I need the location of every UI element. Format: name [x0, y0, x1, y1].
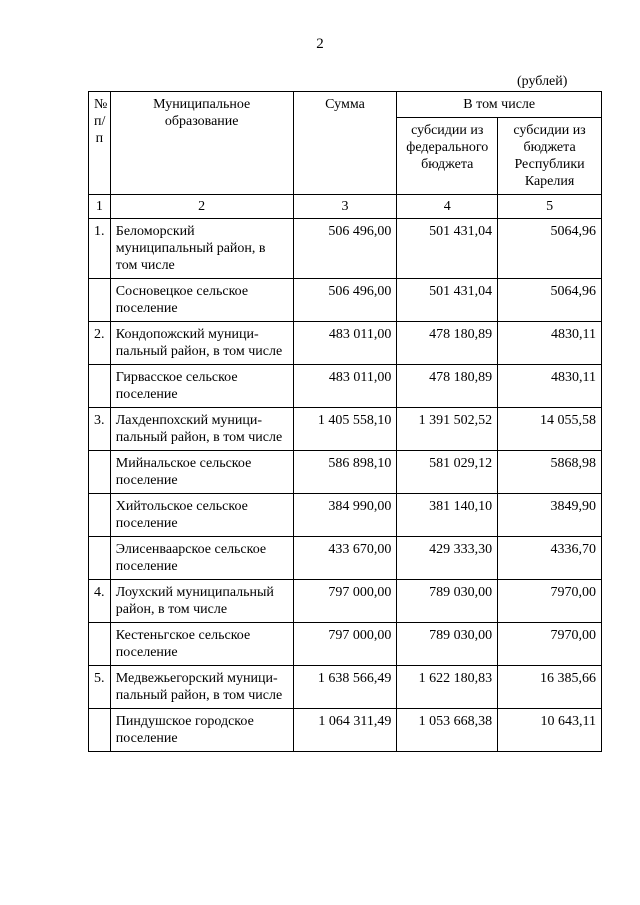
federal-value: 478 180,89	[397, 322, 498, 365]
sum-value: 506 496,00	[293, 279, 397, 322]
table-row	[89, 580, 602, 623]
municipality-name: Гирвасское сельское поселение	[110, 365, 293, 408]
sum-value: 797 000,00	[293, 623, 397, 666]
table-row	[89, 279, 602, 322]
federal-value: 1 622 180,83	[397, 666, 498, 709]
federal-value: 1 391 502,52	[397, 408, 498, 451]
municipality-name: Лахденпохский муници-пальный район, в том числе	[110, 408, 293, 451]
republic-value: 10 643,11	[498, 709, 602, 752]
municipality-name: Элисенваарское сельское поселение	[110, 537, 293, 580]
column-number: 5	[498, 195, 602, 219]
sum-value: 506 496,00	[293, 219, 397, 279]
row-number-empty	[89, 537, 111, 580]
republic-value: 5064,96	[498, 279, 602, 322]
column-number-row	[89, 195, 602, 219]
column-number: 1	[89, 195, 111, 219]
table-row	[89, 408, 602, 451]
column-number: 4	[397, 195, 498, 219]
federal-value: 1 053 668,38	[397, 709, 498, 752]
federal-value: 581 029,12	[397, 451, 498, 494]
row-number-empty	[89, 494, 111, 537]
republic-value: 7970,00	[498, 580, 602, 623]
row-number-empty	[89, 709, 111, 752]
row-number: 3.	[89, 408, 111, 451]
column-number: 2	[110, 195, 293, 219]
sum-value: 586 898,10	[293, 451, 397, 494]
row-number: 2.	[89, 322, 111, 365]
federal-value: 381 140,10	[397, 494, 498, 537]
row-number: 5.	[89, 666, 111, 709]
federal-value: 501 431,04	[397, 279, 498, 322]
table-row	[89, 623, 602, 666]
sum-value: 433 670,00	[293, 537, 397, 580]
table-row	[89, 451, 602, 494]
header-federal: субсидии из федерального бюджета	[397, 118, 498, 195]
republic-value: 7970,00	[498, 623, 602, 666]
table-row	[89, 219, 602, 279]
header-including: В том числе	[397, 92, 602, 118]
row-number-empty	[89, 279, 111, 322]
municipality-name: Лоухский муниципальный район, в том числе	[110, 580, 293, 623]
federal-value: 789 030,00	[397, 580, 498, 623]
municipality-name: Пиндушское городское поселение	[110, 709, 293, 752]
table-row	[89, 494, 602, 537]
republic-value: 3849,90	[498, 494, 602, 537]
table-row	[89, 709, 602, 752]
sum-value: 1 638 566,49	[293, 666, 397, 709]
sum-value: 483 011,00	[293, 365, 397, 408]
row-number-empty	[89, 365, 111, 408]
republic-value: 5868,98	[498, 451, 602, 494]
federal-value: 501 431,04	[397, 219, 498, 279]
republic-value: 4830,11	[498, 365, 602, 408]
header-republic: субсидии из бюджета Республики Карелия	[498, 118, 602, 195]
row-number-empty	[89, 451, 111, 494]
municipality-name: Кестеньгское сельское поселение	[110, 623, 293, 666]
subsidy-table	[88, 91, 602, 752]
sum-value: 384 990,00	[293, 494, 397, 537]
municipality-name: Медвежьегорский муници-пальный район, в том числе	[110, 666, 293, 709]
sum-value: 797 000,00	[293, 580, 397, 623]
table-row	[89, 322, 602, 365]
republic-value: 4830,11	[498, 322, 602, 365]
republic-value: 14 055,58	[498, 408, 602, 451]
header-sum: Сумма	[293, 92, 397, 195]
header-row	[89, 92, 602, 118]
header-municipality: Муниципальное образование	[110, 92, 293, 195]
municipality-name: Хийтольское сельское поселение	[110, 494, 293, 537]
units-label: (рублей)	[517, 74, 568, 89]
table-row	[89, 537, 602, 580]
row-number: 4.	[89, 580, 111, 623]
column-number: 3	[293, 195, 397, 219]
municipality-name: Беломорский муниципальный район, в том числе	[110, 219, 293, 279]
federal-value: 789 030,00	[397, 623, 498, 666]
header-num: № п/п	[89, 92, 111, 195]
republic-value: 4336,70	[498, 537, 602, 580]
table-row	[89, 365, 602, 408]
republic-value: 5064,96	[498, 219, 602, 279]
row-number-empty	[89, 623, 111, 666]
federal-value: 429 333,30	[397, 537, 498, 580]
sum-value: 483 011,00	[293, 322, 397, 365]
municipality-name: Кондопожский муници-пальный район, в том числе	[110, 322, 293, 365]
republic-value: 16 385,66	[498, 666, 602, 709]
sum-value: 1 405 558,10	[293, 408, 397, 451]
sum-value: 1 064 311,49	[293, 709, 397, 752]
table-row	[89, 666, 602, 709]
row-number: 1.	[89, 219, 111, 279]
federal-value: 478 180,89	[397, 365, 498, 408]
page-number: 2	[316, 36, 324, 52]
municipality-name: Мийнальское сельское поселение	[110, 451, 293, 494]
municipality-name: Сосновецкое сельское поселение	[110, 279, 293, 322]
